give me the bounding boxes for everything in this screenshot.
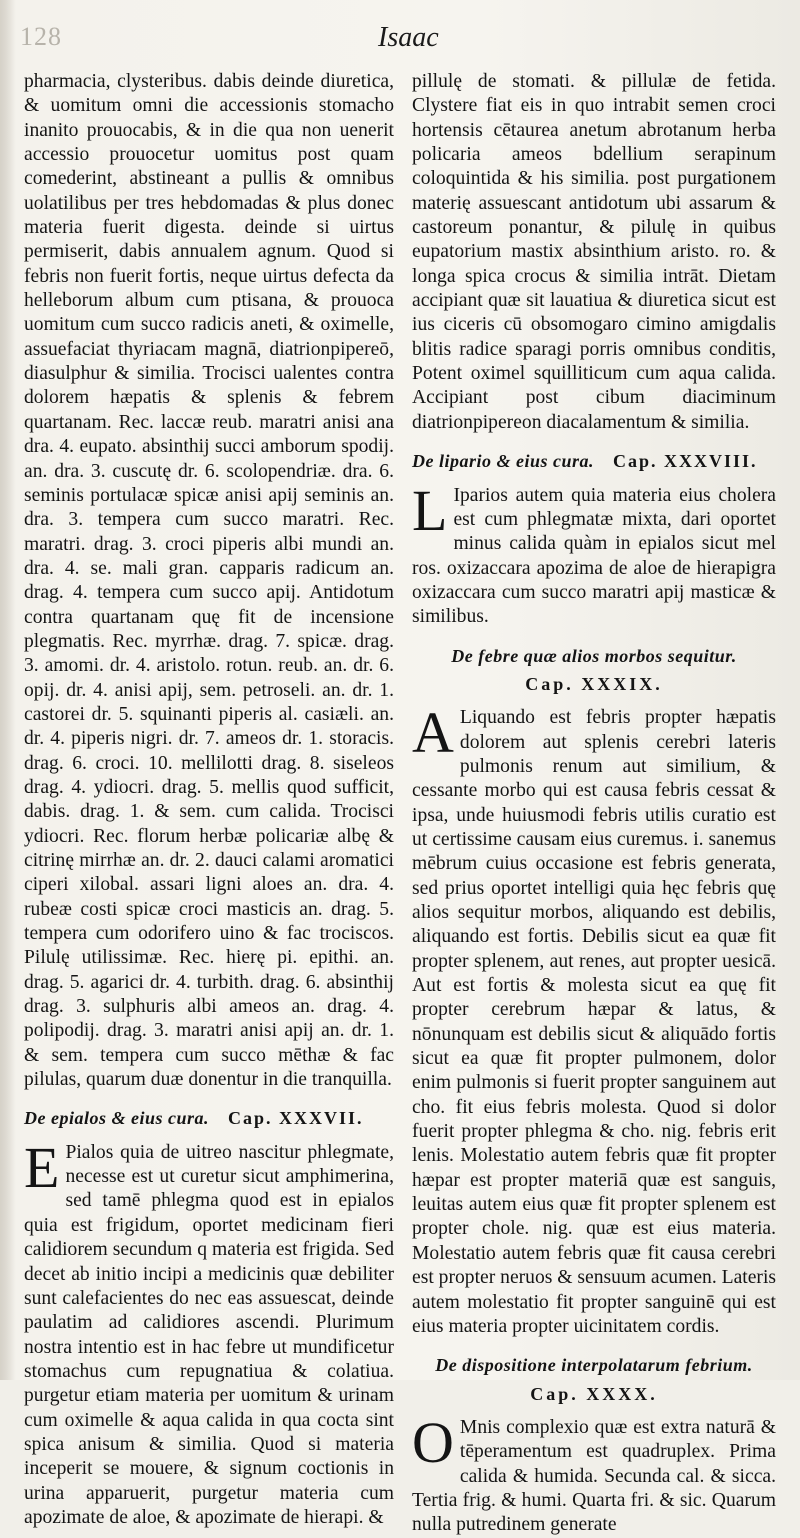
chapter-number: Cap. XXXVIII. — [613, 451, 758, 472]
chapter-title: De epialos & eius cura. — [24, 1108, 209, 1129]
left-column — [24, 70, 394, 1530]
right-column — [412, 70, 776, 1538]
chapter-number: Cap. XXXIX. — [525, 673, 663, 694]
chapter-title: De lipario & eius cura. — [412, 451, 595, 472]
running-title: Isaac — [378, 22, 439, 53]
chapter-paragraph — [24, 1134, 394, 1531]
page-header — [0, 22, 800, 64]
chapter-heading-38 — [412, 449, 776, 473]
chapter-heading-40-number — [412, 1382, 776, 1406]
drop-cap: E — [24, 1134, 60, 1200]
chapter-title: De dispositione interpolatarum febrium. — [435, 1355, 753, 1376]
chapter-text: Iparios autem quia materia eius cholera est cum phlegmatæ mixta, dari oportet minus calida quàm in epialos sicut mel ros. oxizaccara apozima de aloe de hierapigra oxizaccara cum succo maratri apij masticæ & similibus. — [412, 484, 776, 628]
page-fold-shadow — [0, 0, 16, 1380]
chapter-text: Pialos quia de uitreo nascitur phlegmate, necesse est ut curetur sicut amphimerina, sed tamē phlegma quod est in epialos quia est frigidum, oportet medicinam fieri calidiorem secundum q materia est frigida. Sed decet ab initio incipi a medicinis quæ debiliter sunt calefacientes do nec eas assuescat, deinde paulatim ad calidiores ascendi. Plurimum nostra intentio est in hac febre ut mundificetur stomachus cum repugnatiua & colatiua. purgetur etiam materia per uomitum & urinam cum oximelle & aqua calida in qua cocta sint spica anisum & similia. Quod si materia inceperit se mouere, & signum coctionis in urina apparuerit, purgetur materia cum apozimate de aloe, & apozimate de hierapi. & — [24, 1141, 394, 1528]
chapter-paragraph — [412, 700, 777, 1339]
drop-cap: A — [412, 700, 454, 766]
continuation-paragraph: pillulę de stomati. & pillulæ de fetida. Clystere fiat eis in quo intrabit semen croci hortensis cētaurea anetum abrotanum herba policaria ameos bdellium serapinum coloquintida & his similia. post purgationem materię assuescant antidotum ubi assarum & castoreum ponantur, & pilulę in quibus eupatorium mastix absinthium aristo. ro. & longa spica crocus & similia intrāt. Dietam accipiant quæ sit lauatiua & diuretica sicut est ius ciceris cū obsomogaro cimino amigdalis blitis radice sparagi porris omnibus conditis, Potent oximel squilliticum cum aqua calida. Accipiant post cibum diaciminum diatrionpipereon diacalamentum & similia. — [412, 71, 776, 433]
chapter-title: De febre quæ alios morbos sequitur. — [451, 645, 737, 666]
chapter-heading-39-number — [412, 672, 776, 696]
recipe-paragraph: pharmacia, clysteribus. dabis deinde diuretica, & uomitum omni die accessionis stomacho inanito prouocabis, & in die qua non uenerit accessio prouocetur uomitus post quam comederint, abstineant a pullis & omnibus uolatilibus per tres hebdomadas & plus donec materia fuerit digesta. deinde si uirtus permiserit, dabis annualem agnum. Quod si febris non fuerit fortis, neque uirtus defecta da helleborum album cum ptisana, & prouoca uomitum cum succo radicis aneti, & oximelle, assuefaciat thyriacam magnā, diatrionpipereō, diasulphur & similia. Trocisci ualentes contra dolorem hæpatis & splenis & febrem quartanam. Rec. laccæ reub. maratri anisi ana dra. 4. eupato. absinthij succi amborum spodij. an. dra. 3. cuscutę dr. 6. scolopendriæ. dra. 6. seminis portulacæ spicæ anisi apij seminis an. dra. 3. tempera cum succo maratri. Rec. maratri. drag. 3. croci piperis albi mundi an. dra. 4. se. mali gran. capparis radicum an. drag. 4. tempera cum succo apij. Antidotum contra quartanam quę fit de incensione plegmatis. Rec. myrrhæ. drag. 7. spicæ. drag. 3. amomi. dr. 4. aristolo. rotun. reub. an. dr. 6. opij. dr. 4. anisi apij, sem. petroseli. an. dr. 1. castorei dr. 5. squinanti piperis al. casiæli. an. dr. 4. piperis nigri. dr. 7. ameos dr. 1. storacis. drag. 6. croci. 10. mellilotti drag. 8. siseleos drag. 4. ydiocri. drag. 5. mellis quod sufficit, dabis. drag. 1. & sem. cum calida. Trocisci ydiocri. Rec. florum herbæ policariæ albę & citrinę mirrhæ an. dr. 2. dauci calami aromatici ciperi xilobal. assari ligni aloes an. dra. 4. rubeæ costi spicæ croci masticis an. drag. 5. tempera cum odorifero uino & fac trociscos. Pilulę utilissimæ. Rec. hierę pi. epithi. an. drag. 5. agarici dr. 4. turbith. drag. 6. absinthij drag. 3. sulphuris albi ameos an. drag. 4. polipodij. drag. 3. maratri anisi apij an. dr. 1. & sem. tempera cum succo mēthæ & fac pilulas, quarum duæ donentur in die tranquilla. — [24, 71, 394, 1091]
chapter-number: Cap. XXXVII. — [228, 1108, 364, 1129]
chapter-heading-40-title — [412, 1353, 776, 1377]
chapter-text: Liquando est febris propter hæpatis dolorem aut splenis cerebri lateris pulmonis renum aut similium, & cessante morbo qui est causa febris cessat & ipsa, unde huiusmodi febris utilis curatio est ut certissime causam eius curemus. i. sanemus mēbrum cuius occasione est febris generata, sed prius oportet intelligi quia hęc febris quę alios sequitur morbos, aliquando est debilis, aliquando est fortis. Debilis sicut ea quæ fit propter splenem, aut renes, aut propter uesicā. Aut est fortis & molesta sicut ea quę fit propter cerebrum hæpar & latus, & nōnunquam est debilis sicut & aliquādo fortis sicut ea quæ fit propter pulmonem, dolor enim pulmonis si fuerit propter sanguinem aut cho. fit eius febris molesta. Quod si dolor fuerit propter phlegma & cho. nig. febris erit lenis. Molestatio autem febris quæ fit propter hæpar est propter materiā quæ est sanguis, leuitas autem eius quæ fit propter splenem est propter chole. nig. quæ est eius materia. Molestatio autem febris quæ fit causa cerebri est propter neruos & sensuum acumen. Lateris autem molestatio fit propter sanguinē qui est eius materia propter uicinitatem cordis. — [412, 707, 777, 1337]
page-number: 128 — [20, 22, 62, 51]
chapter-paragraph — [412, 1409, 776, 1538]
chapter-paragraph — [412, 477, 776, 630]
chapter-text: Mnis complexio quæ est extra naturā & tēperamentum est quadruplex. Prima calida & humida. Secunda cal. & sicca. Tertia frig. & humi. Quarta fri. & sic. Quarum nulla putredinem generate — [412, 1416, 776, 1536]
drop-cap: L — [412, 477, 448, 543]
chapter-heading-37 — [24, 1106, 394, 1130]
chapter-number: Cap. XXXX. — [530, 1383, 658, 1404]
drop-cap: O — [412, 1409, 454, 1475]
chapter-heading-39-title — [412, 644, 776, 668]
